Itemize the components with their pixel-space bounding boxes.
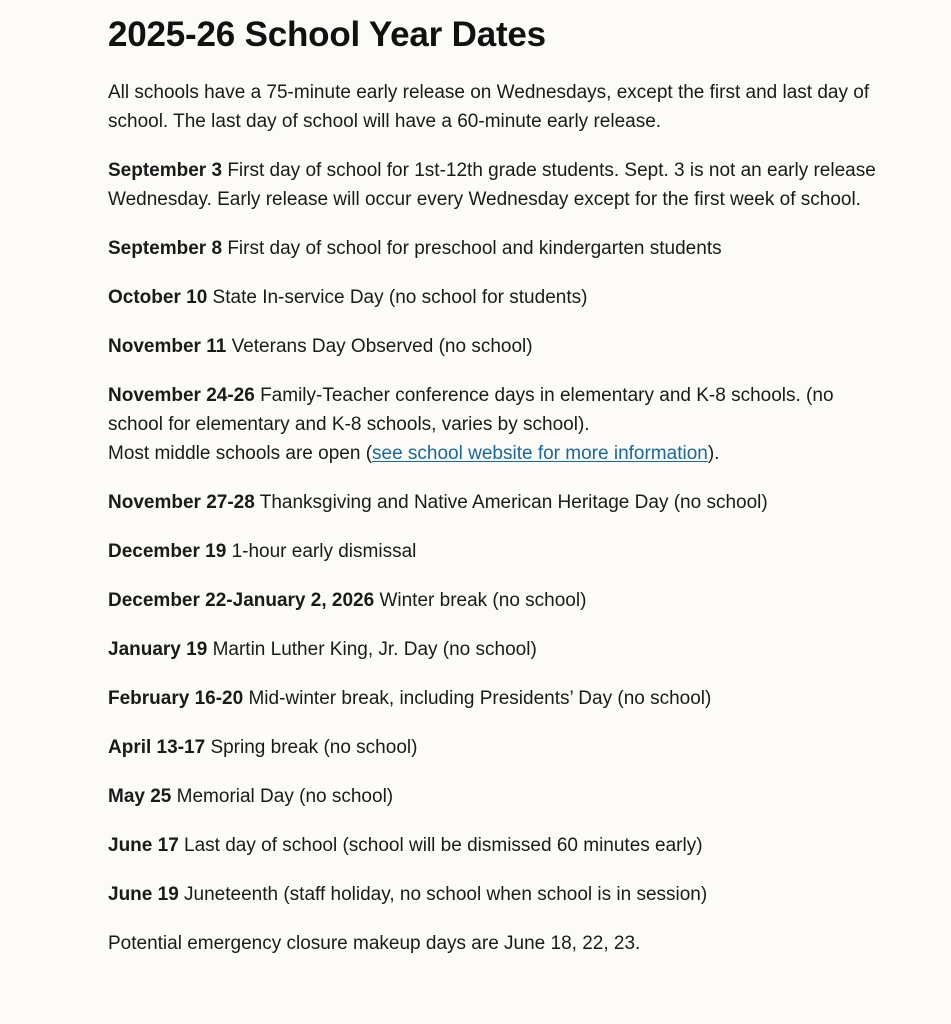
date-label: December 22-January 2, 2026 <box>108 590 375 611</box>
date-item-june-19 <box>108 880 878 909</box>
date-item-june-17 <box>108 831 878 860</box>
date-description: Last day of school (school will be dismissed 60 minutes early) <box>184 835 703 856</box>
date-label: June 17 <box>108 835 179 856</box>
date-item-midwinter-break <box>108 684 878 713</box>
date-label: February 16-20 <box>108 688 244 709</box>
date-item-winter-break <box>108 586 878 615</box>
middle-school-note-end: ). <box>707 443 720 464</box>
date-description: Memorial Day (no school) <box>176 786 394 807</box>
date-description: First day of school for 1st-12th grade students. Sept. 3 is not an early release Wednesday. Early release will occur every Wednesday except for the first week of school. <box>108 160 876 210</box>
date-description: Martin Luther King, Jr. Day (no school) <box>212 639 537 660</box>
date-label: April 13-17 <box>108 737 206 758</box>
date-label: December 19 <box>108 541 227 562</box>
date-item-nov-24-26 <box>108 381 878 468</box>
date-description: Veterans Day Observed (no school) <box>231 336 533 357</box>
date-item-dec-19 <box>108 537 878 566</box>
makeup-days-note: Potential emergency closure makeup days are June 18, 22, 23. <box>108 933 641 954</box>
date-label: October 10 <box>108 287 208 308</box>
date-item-sept-8 <box>108 234 878 263</box>
date-label: November 27-28 <box>108 492 255 513</box>
date-description: Spring break (no school) <box>210 737 418 758</box>
date-label: May 25 <box>108 786 172 807</box>
date-label: June 19 <box>108 884 179 905</box>
date-item-oct-10 <box>108 283 878 312</box>
page-title: 2025-26 School Year Dates <box>108 15 546 54</box>
date-item-nov-11 <box>108 332 878 361</box>
intro-text: All schools have a 75-minute early release on Wednesdays, except the first and last day of school. The last day of school will have a 60-minute early release. <box>108 82 870 132</box>
date-description: Mid-winter break, including Presidents’ Day (no school) <box>248 688 712 709</box>
date-description: 1-hour early dismissal <box>231 541 417 562</box>
date-label: January 19 <box>108 639 208 660</box>
date-item-jan-19 <box>108 635 878 664</box>
date-item-may-25 <box>108 782 878 811</box>
date-label: September 3 <box>108 160 223 181</box>
school-website-link[interactable]: see school website for more information <box>372 443 708 464</box>
date-label: September 8 <box>108 238 223 259</box>
date-description: Thanksgiving and Native American Heritage Day (no school) <box>259 492 768 513</box>
date-description: Winter break (no school) <box>379 590 587 611</box>
date-label: November 11 <box>108 336 227 357</box>
date-item-sept-3 <box>108 156 878 214</box>
page-content <box>108 12 878 978</box>
date-description: Family-Teacher conference days in elementary and K-8 schools. (no school for elementary and K-8 schools, varies by school). <box>108 385 834 435</box>
date-description: First day of school for preschool and kindergarten students <box>227 238 722 259</box>
date-description: Juneteenth (staff holiday, no school when school is in session) <box>184 884 708 905</box>
middle-school-note: Most middle schools are open ( <box>108 443 373 464</box>
date-item-nov-27-28 <box>108 488 878 517</box>
date-description: State In-service Day (no school for students) <box>212 287 588 308</box>
date-item-spring-break <box>108 733 878 762</box>
date-label: November 24-26 <box>108 385 255 406</box>
